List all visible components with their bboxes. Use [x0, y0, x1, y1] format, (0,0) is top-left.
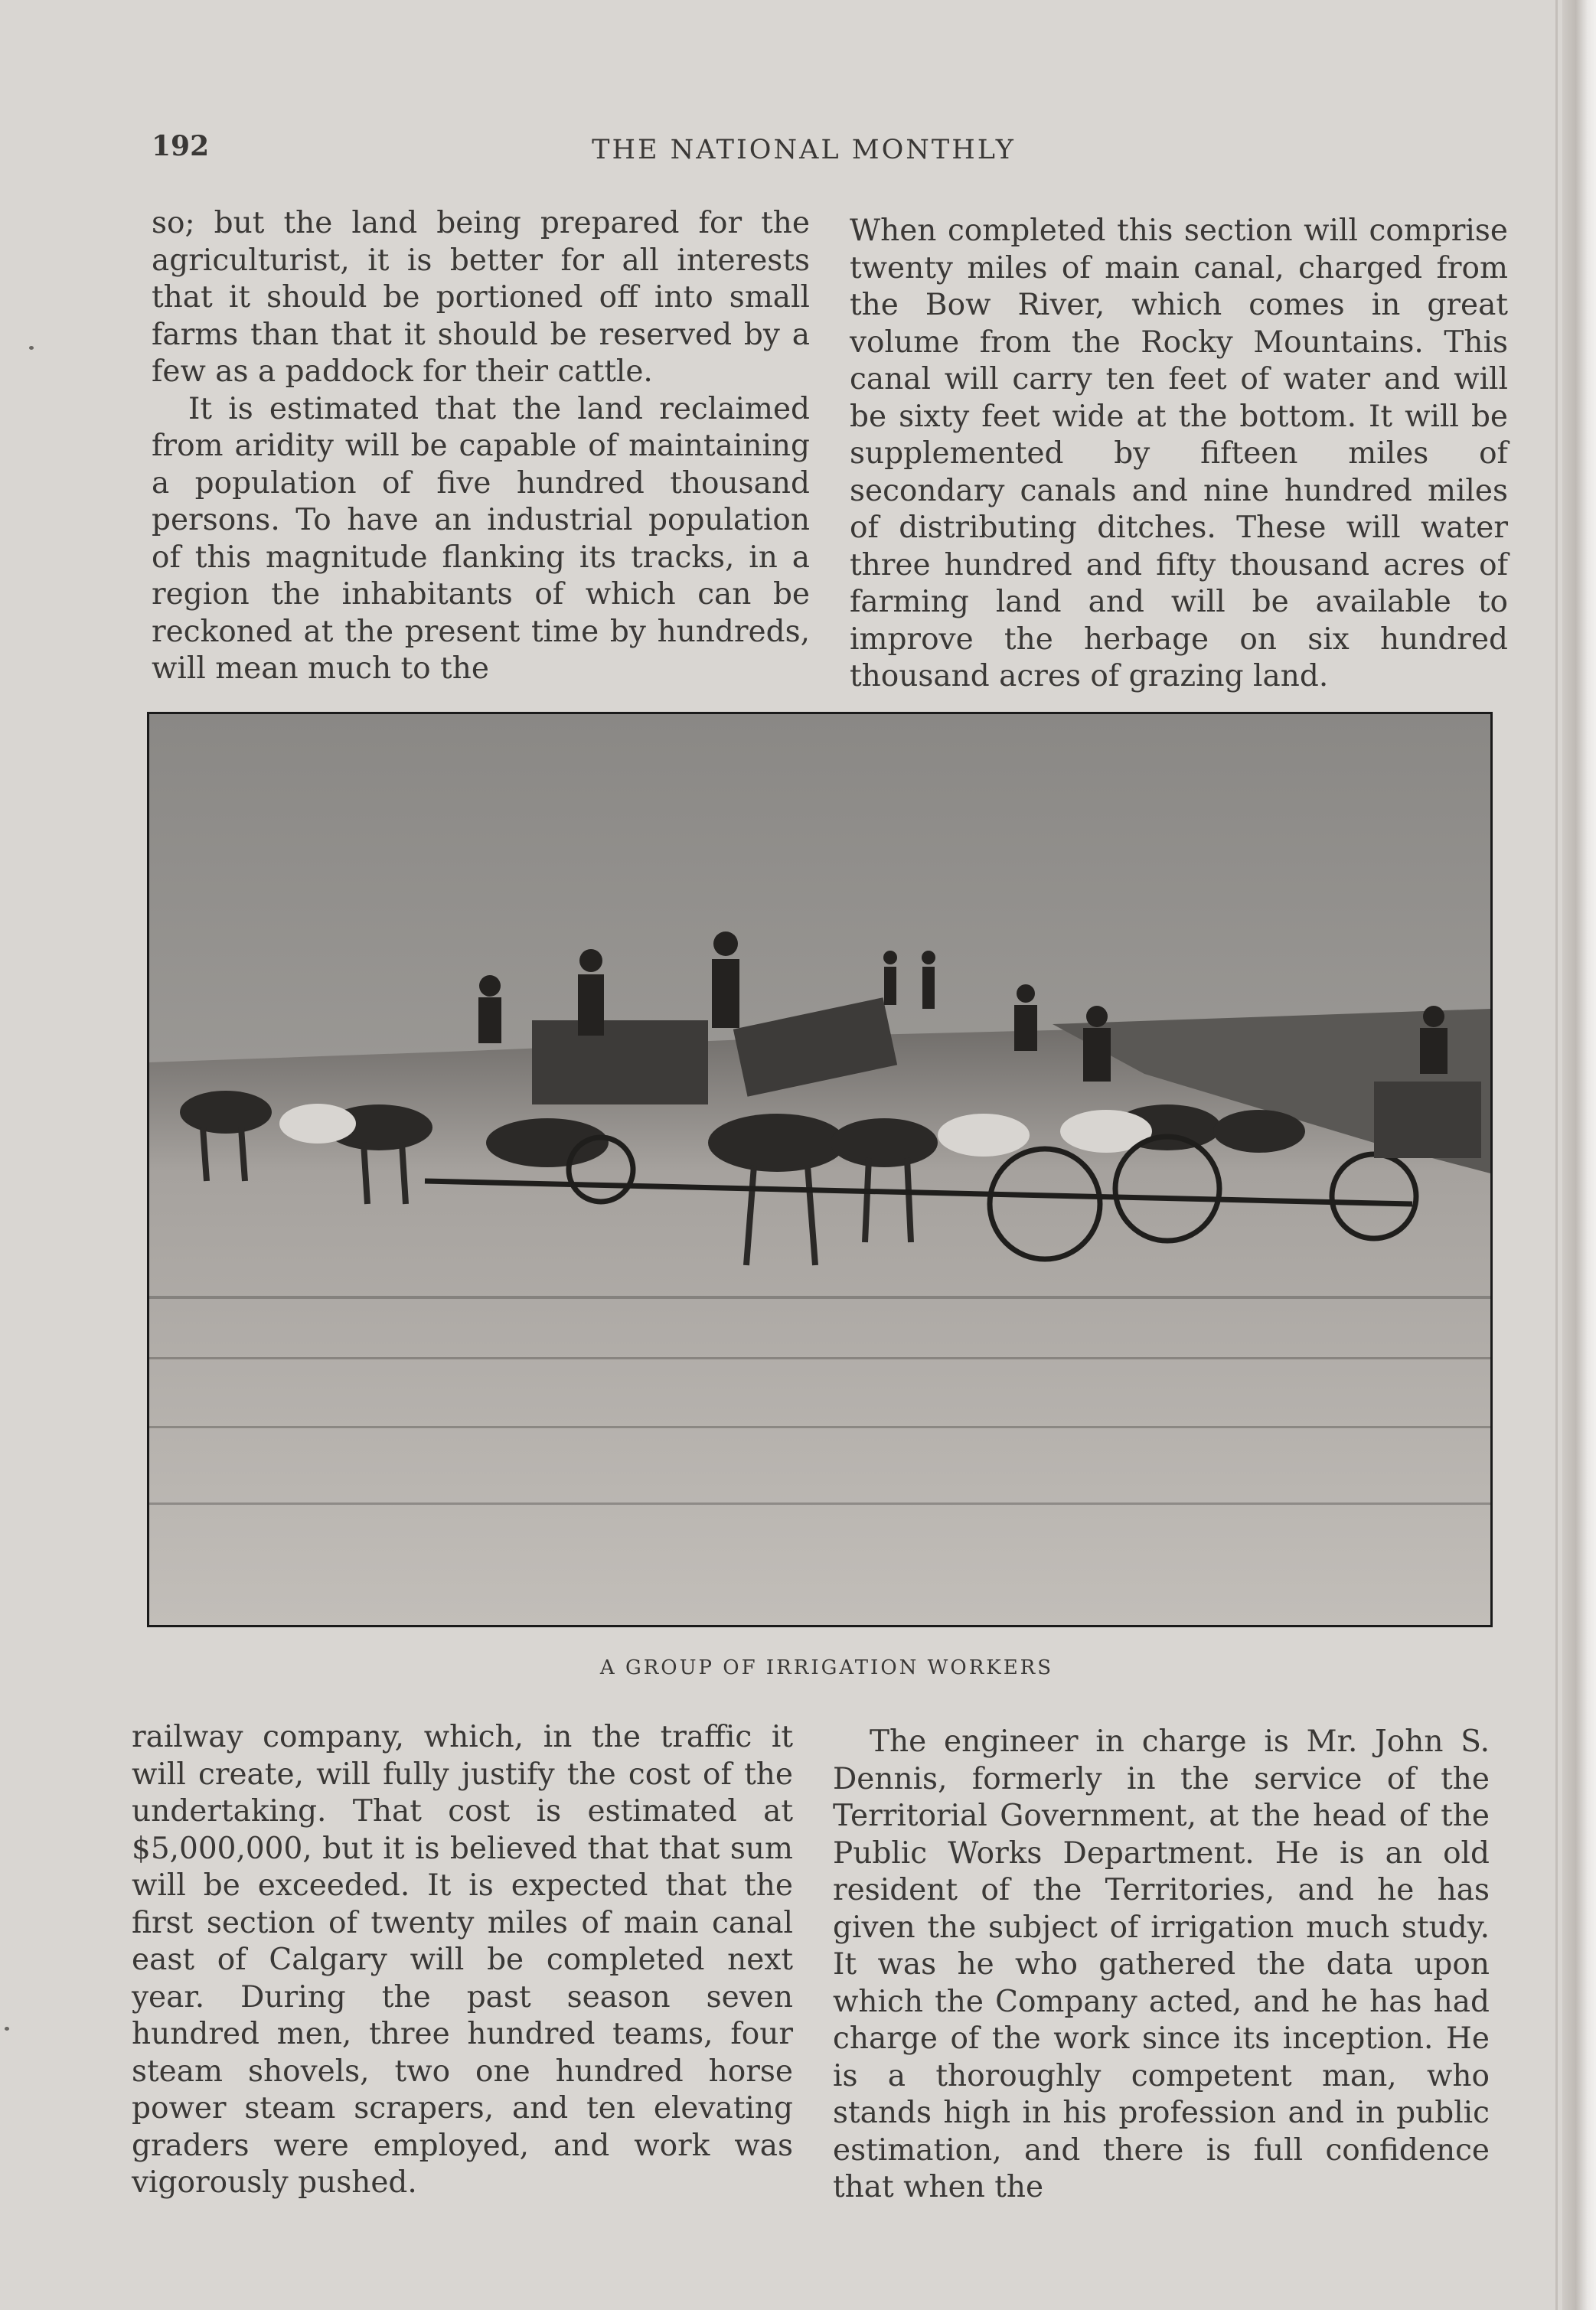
paragraph: railway company, which, in the traffic it will create, will fully justify the cost of the undertaking. That cost is estimated at $5,000,000, but it is believed that that sum will be exceeded. It is expected that the first section of twenty miles of main canal east of Calgary will be completed next year. During the past season seven hundred men, three hundred teams, four steam shovels, two one hundred horse power steam scrapers, and ten elevating graders were employed, and work was vigorously pushed.: [132, 1720, 793, 2200]
ink-speck: [29, 346, 34, 350]
column-bottom-right: [833, 1724, 1490, 2207]
page-number: 192: [152, 130, 210, 162]
running-head: THE NATIONAL MONTHLY: [592, 135, 1016, 165]
book-spine: [1562, 0, 1596, 2310]
column-top-left: [152, 205, 810, 688]
column-bottom-left: [132, 1719, 793, 2202]
paragraph: The engineer in charge is Mr. John S. Dennis, formerly in the service of the Territorial Government, at the head of the Public Works Department. He is an old resident of the Territories, and he has given the subject of irrigation much study. It was he who gathered the data upon which the Company acted, and he has had charge of the work since its inception. He is a thoroughly competent man, who stands high in his profession and in public estimation, and there is full confidence that when the: [833, 1724, 1490, 2204]
figure-caption: A GROUP OF IRRIGATION WORKERS: [599, 1656, 1054, 1679]
paragraph: so; but the land being prepared for the agriculturist, it is better for all interests that it should be portioned off into small farms than that it should be reserved by a few as a paddock for their cattle.: [152, 206, 810, 389]
paragraph: It is estimated that the land reclaimed from aridity will be capable of maintaining a population of five hundred thousand persons. To have an industrial population of this magnitude flanking its tracks, in a region the inhabitants of which can be reckoned at the present time by hundreds, will mean much to the: [152, 391, 810, 686]
irrigation-workers-photograph: [147, 712, 1493, 1627]
page-gutter-line: [1555, 0, 1558, 2310]
column-top-right: [850, 213, 1508, 696]
paragraph: When completed this section will comprise twenty miles of main canal, charged from the Bow River, which comes in great volume from the Rocky Mountains. This canal will carry ten feet of water and will be sixty feet wide at the bottom. It will be supplemented by fifteen miles of secondary canals and nine hundred miles of distributing ditches. These will water three hundred and fifty thousand acres of farming land and will be available to improve the herbage on six hundred thousand acres of grazing land.: [850, 214, 1508, 693]
ink-speck: [5, 2027, 9, 2031]
